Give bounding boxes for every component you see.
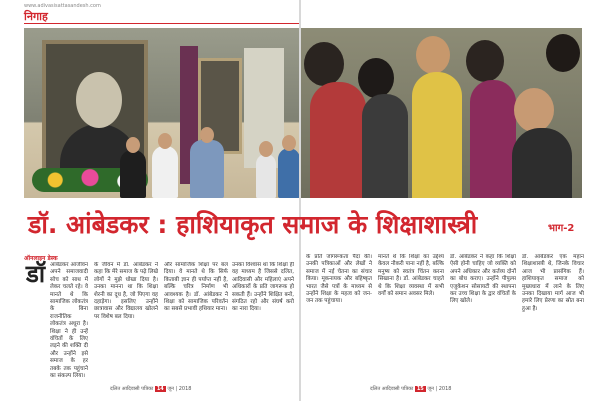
article-column-4: उनका विश्वास था कि शिक्षा ही वह माध्यम है जिससे दलित, आदिवासी और महिलाएं अपने अधिकारों के प्रति जागरूक हो सकती हैं। उन्होंने शिक्षित बनो, संगठित रहो और संघर्ष करो का नारा दिया। [232, 262, 294, 313]
part-label: भाग-2 [548, 223, 575, 234]
student-11 [546, 34, 580, 72]
dignitary-3 [190, 140, 224, 198]
footer-left-date: जून | 2018 [167, 386, 192, 392]
student-2 [310, 82, 366, 198]
dignitary-2 [152, 146, 178, 198]
student-9 [514, 88, 554, 132]
student-5 [416, 36, 450, 74]
page-number-right: 15 [416, 386, 424, 392]
dignitary-1 [120, 150, 146, 198]
section-label: निगाह [24, 10, 48, 23]
article-column-8: डॉ. आंबेडकर एक महान शिक्षाशास्त्री थे, जिनके विचार आज भी प्रासंगिक हैं। हाशियाकृत समाज को मुख्यधारा में लाने के लिए उनका दिखाया मार्ग आज भी हमारे लिए प्रेरणा का स्रोत बना हुआ है। [522, 254, 584, 312]
article-column-6: मानते थे कि शिक्षा का उद्देश्य केवल नौकरी पाना नहीं है, बल्कि मनुष्य को स्वतंत्र चिंतन करना सिखाना है। डॉ. आंबेडकर चाहते थे कि शिक्षा व्यवस्था में सभी वर्गों को समान अवसर मिले। [378, 254, 444, 298]
article-column-3: और सामाजिक शिक्षा पर बल दिया। वे मानते थे कि सिर्फ किताबी ज्ञान ही पर्याप्त नहीं है, बल्कि चरित्र निर्माण भी आवश्यक है। डॉ. आंबेडकर ने शिक्षा को सामाजिक परिवर्तन का सबसे प्रभावी हथियार माना। [164, 262, 228, 313]
site-url: www.adivasisattasandesh.com [24, 3, 101, 9]
footer-left [110, 386, 191, 392]
article-column-2: के जीवन में डॉ. आंबेडकर ने कहा कि मेरे समाज के पढ़े लिखे लोगों ने मुझे धोखा दिया है। उनका मानना था कि शिक्षा शेरनी का दूध है, जो पिएगा वह दहाड़ेगा। इसलिए उन्होंने छात्रावास और विद्यालय खोलने पर विशेष बल दिया। [94, 262, 158, 320]
dignitary-5 [278, 148, 300, 198]
article-column-1 [24, 262, 88, 382]
article-column-7: डॉ. आंबेडकर ने कहा कि शिक्षा ऐसी होनी चाहिए जो व्यक्ति को अपने अधिकार और कर्तव्य दोनों का बोध कराए। उन्होंने पीपुल्स एजुकेशन सोसायटी की स्थापना कर उच्च शिक्षा के द्वार वंचितों के लिए खोले। [450, 254, 516, 305]
drop-cap: डॉ [26, 260, 46, 288]
footer-right-title: दलित आदिवासी पत्रिका [370, 386, 414, 392]
footer-right [370, 386, 451, 392]
article-column-5: के प्रति जागरूकता पैदा की। उनकी पत्रिकाओं और लेखों ने समाज में नई चेतना का संचार किया। मूकनायक और बहिष्कृत भारत जैसे पत्रों के माध्यम से उन्होंने शिक्षा के महत्व को जन-जन तक पहुंचाया। [306, 254, 372, 305]
portrait-face [76, 72, 122, 128]
footer-right-date: जून | 2018 [427, 386, 452, 392]
student-7 [466, 40, 504, 82]
student-4 [362, 94, 408, 198]
footer-left-title: दलित आदिवासी पत्रिका [110, 386, 154, 392]
byline: ऑनलाइन डेस्क [24, 255, 58, 262]
student-10 [512, 128, 572, 198]
student-8 [470, 80, 516, 198]
students-photo [300, 28, 582, 198]
column-1-text: आंबेडकर आजीवन अपने समाजवादी सोच को साथ में लेकर चलते रहे। वे मानते थे कि सामाजिक लोकतंत्र के बिना राजनीतिक लोकतंत्र अधूरा है। शिक्षा ने ही उन्हें वंचितों के लिए लड़ने की शक्ति दी और उन्होंने इसे समाज के हर तबके तक पहुंचाने का संकल्प लिया। [50, 262, 88, 380]
page-number-left: 14 [156, 386, 164, 392]
student-6 [412, 72, 462, 198]
dignitary-4 [256, 154, 276, 198]
ceremony-photo [24, 28, 300, 198]
student-3 [358, 58, 394, 98]
right-page [300, 0, 600, 401]
student-1 [304, 42, 344, 86]
page-gutter [299, 0, 301, 401]
section-rule [24, 23, 300, 24]
article-headline: डॉ. आंबेडकर : हाशियाकृत समाज के शिक्षाशास्त्री [28, 210, 478, 239]
